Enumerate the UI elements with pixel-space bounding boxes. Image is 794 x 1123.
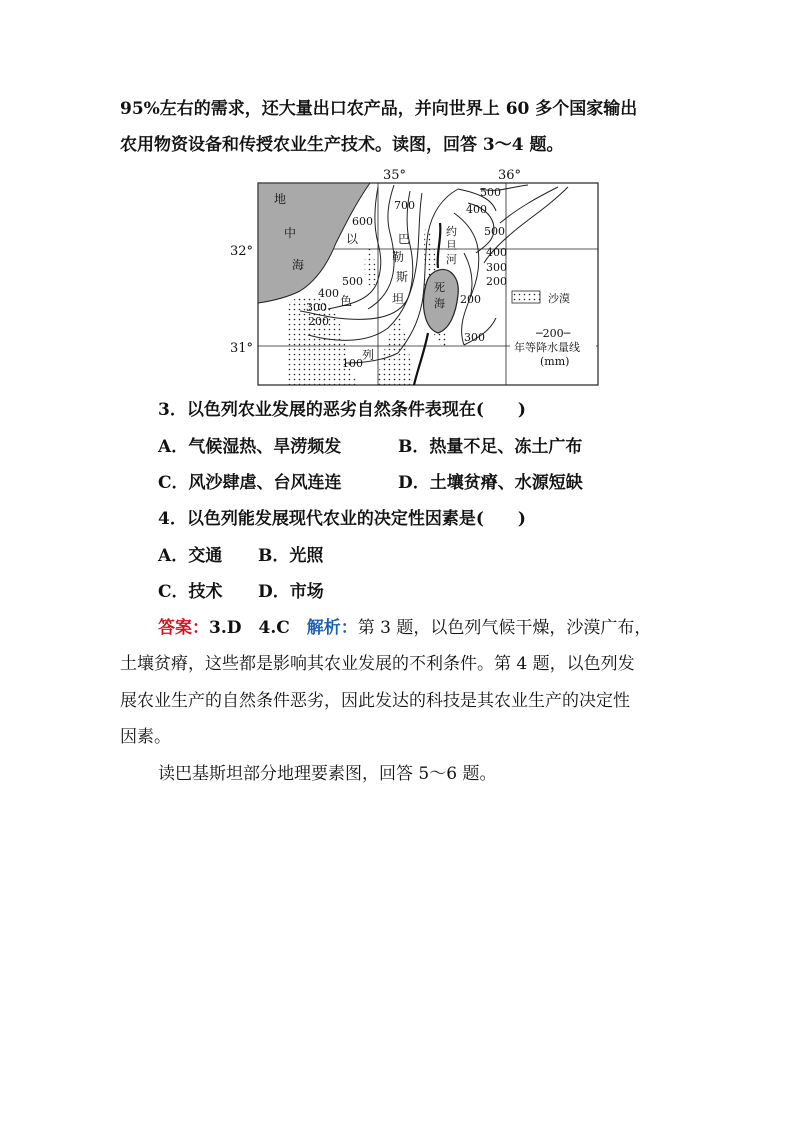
legend-desert-swatch [512,291,540,303]
legend-desert-label: 沙漠 [548,292,570,305]
answer-line-1 [158,617,651,639]
lat-label-31: 31° [230,341,254,356]
lat-label-32: 32° [230,244,254,259]
answer-label: 答案： [158,618,209,638]
river-char-1: 约 [446,225,457,238]
contour-label-200-e: 200 [486,275,507,288]
palestine-char-2: 勒 [392,250,405,264]
contour-label-200-c: 200 [460,293,481,306]
contour-label-400-ne: 400 [466,203,487,216]
contour-label-500-w: 500 [342,275,363,288]
intro-line-1: 95%左右的需求，还大量出口农产品，并向世界上 60 多个国家输出 [120,99,638,119]
contour-label-300-e: 300 [486,261,507,274]
intro-line-2: 农用物资设备和传授农业生产技术。读图，回答 3～4 题。 [120,135,564,155]
river-char-3: 河 [446,253,457,266]
analysis-label: 解析： [306,618,358,638]
sea-char-2: 中 [284,226,297,240]
israel-precipitation-map [228,163,600,387]
contour-label-300-w: 300 [306,301,327,314]
contour-label-400-w: 400 [318,287,339,300]
q4-option-b: B．光照 [258,546,324,566]
analysis-text-3: 展农业生产的自然条件恶劣，因此发达的科技是其农业生产的决定性 [120,691,630,711]
palestine-char-3: 斯 [396,270,409,284]
lon-label-36: 36° [498,168,522,183]
contour-label-500-ne: 500 [480,186,501,199]
q3-option-a: A．气候湿热、旱涝频发 [158,437,342,457]
legend-unit: (mm) [540,355,570,368]
deadsea-char-2: 海 [434,297,445,310]
answer-value: 3.D 4.C [209,618,307,638]
q3-option-d: D．土壤贫瘠、水源短缺 [398,473,583,493]
contour-label-100: 100 [342,357,363,370]
analysis-text-2: 土壤贫瘠，这些都是影响其农业发展的不利条件。第 4 题，以色列发 [120,654,635,674]
israel-char-3: 列 [362,348,375,362]
israel-char-2: 色 [340,294,353,308]
contour-label-200-w: 200 [308,315,329,328]
q3-option-c: C．风沙肆虐、台风连连 [158,473,342,493]
q4-option-c: C．技术 [158,582,223,602]
contour-label-400-e: 400 [486,246,507,259]
q4-option-a: A．交通 [158,546,223,566]
lon-label-35: 35° [383,168,407,183]
q4-option-d: D．市场 [258,582,324,602]
sea-char-3: 海 [292,258,305,272]
contour-label-700: 700 [394,199,415,212]
legend-isoline-sample: ─200─ [536,327,571,340]
next-question-intro: 读巴基斯坦部分地理要素图，回答 5～6 题。 [158,764,497,784]
palestine-char-1: 巴 [398,232,411,246]
contour-label-500-e: 500 [484,225,505,238]
deadsea-char-1: 死 [434,281,445,294]
sea-char-1: 地 [274,192,287,206]
contour-label-600: 600 [352,215,373,228]
contour-label-300-s: 300 [464,331,485,344]
israel-char-1: 以 [346,232,359,246]
palestine-char-4: 坦 [392,292,405,306]
q3-stem: 3．以色列农业发展的恶劣自然条件表现在( ) [158,400,526,420]
analysis-text-4: 因素。 [120,727,171,747]
q4-stem: 4．以色列能发展现代农业的决定性因素是( ) [158,509,526,529]
legend-isoline-name: 年等降水量线 [514,341,580,354]
analysis-text-1: 第 3 题，以色列气候干燥，沙漠广布， [357,618,652,638]
q3-option-b: B．热量不足、冻土广布 [398,437,583,457]
river-char-2: 旦 [446,239,457,252]
